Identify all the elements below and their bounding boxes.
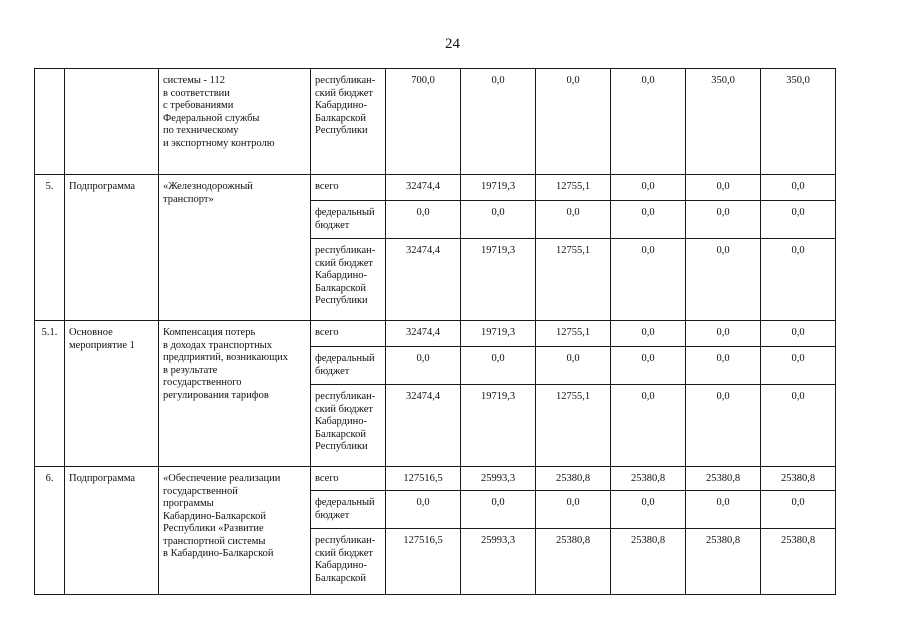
funding-source-cell: всего [311,175,386,201]
value-cell-year-1: 19719,3 [461,385,536,467]
value-cell-year-5: 0,0 [761,321,836,347]
value-cell-year-3: 0,0 [611,201,686,239]
value-cell-year-3: 0,0 [611,321,686,347]
value-cell-total: 0,0 [386,201,461,239]
value-cell-year-5: 0,0 [761,175,836,201]
value-cell-total: 32474,4 [386,321,461,347]
funding-source-cell: республикан- ский бюджет Кабардино- Балкарской Республики [311,69,386,175]
value-cell-year-1: 25993,3 [461,529,536,595]
value-cell-year-4: 25380,8 [686,529,761,595]
funding-source-cell: всего [311,321,386,347]
value-cell-year-1: 0,0 [461,201,536,239]
item-type-cell: Основное мероприятие 1 [65,321,159,467]
value-cell-year-5: 0,0 [761,239,836,321]
value-cell-total: 0,0 [386,491,461,529]
value-cell-year-3: 0,0 [611,69,686,175]
value-cell-year-2: 25380,8 [536,467,611,491]
value-cell-total: 32474,4 [386,385,461,467]
funding-source-cell: республикан- ский бюджет Кабардино- Балкарской [311,529,386,595]
value-cell-year-4: 0,0 [686,321,761,347]
table-row [35,69,836,175]
value-cell-year-1: 0,0 [461,69,536,175]
value-cell-year-1: 25993,3 [461,467,536,491]
description-cell: системы - 112 в соответствии с требованиями Федеральной службы по техническому и экспортному контролю [159,69,311,175]
value-cell-year-3: 25380,8 [611,467,686,491]
value-cell-year-2: 12755,1 [536,239,611,321]
value-cell-year-3: 25380,8 [611,529,686,595]
budget-table [34,68,836,595]
value-cell-year-1: 19719,3 [461,239,536,321]
value-cell-year-4: 350,0 [686,69,761,175]
table-row [35,321,836,347]
value-cell-year-2: 25380,8 [536,529,611,595]
value-cell-year-2: 12755,1 [536,321,611,347]
value-cell-total: 127516,5 [386,467,461,491]
description-cell: Компенсация потерь в доходах транспортных предприятий, возникающих в результате государственного регулирования тарифов [159,321,311,467]
value-cell-year-5: 350,0 [761,69,836,175]
value-cell-year-5: 0,0 [761,347,836,385]
row-index-cell [35,69,65,175]
row-index-cell: 5.1. [35,321,65,467]
funding-source-cell: федеральный бюджет [311,347,386,385]
value-cell-year-2: 0,0 [536,491,611,529]
value-cell-year-5: 0,0 [761,491,836,529]
description-cell: «Железнодорожный транспорт» [159,175,311,321]
value-cell-year-1: 19719,3 [461,321,536,347]
value-cell-year-4: 0,0 [686,491,761,529]
funding-source-cell: всего [311,467,386,491]
value-cell-year-2: 12755,1 [536,385,611,467]
item-type-cell [65,69,159,175]
page-number: 24 [445,36,460,52]
value-cell-year-4: 0,0 [686,347,761,385]
funding-source-cell: федеральный бюджет [311,491,386,529]
value-cell-year-4: 0,0 [686,239,761,321]
table-row [35,467,836,491]
table-row [35,175,836,201]
value-cell-year-4: 0,0 [686,385,761,467]
value-cell-total: 0,0 [386,347,461,385]
value-cell-year-3: 0,0 [611,385,686,467]
item-type-cell: Подпрограмма [65,175,159,321]
value-cell-total: 127516,5 [386,529,461,595]
description-cell: «Обеспечение реализации государственной программы Кабардино-Балкарской Республики «Развитие транспортной системы в Кабардино-Балкарской [159,467,311,595]
funding-source-cell: республикан- ский бюджет Кабардино- Балкарской Республики [311,385,386,467]
value-cell-total: 32474,4 [386,175,461,201]
row-index-cell: 5. [35,175,65,321]
funding-source-cell: республикан- ский бюджет Кабардино- Балкарской Республики [311,239,386,321]
value-cell-year-5: 0,0 [761,201,836,239]
value-cell-year-4: 0,0 [686,175,761,201]
value-cell-year-5: 0,0 [761,385,836,467]
value-cell-year-2: 0,0 [536,201,611,239]
value-cell-year-3: 0,0 [611,239,686,321]
value-cell-year-1: 0,0 [461,491,536,529]
value-cell-total: 32474,4 [386,239,461,321]
value-cell-year-5: 25380,8 [761,467,836,491]
value-cell-total: 700,0 [386,69,461,175]
value-cell-year-3: 0,0 [611,175,686,201]
value-cell-year-2: 0,0 [536,69,611,175]
funding-source-cell: федеральный бюджет [311,201,386,239]
value-cell-year-2: 0,0 [536,347,611,385]
row-index-cell: 6. [35,467,65,595]
item-type-cell: Подпрограмма [65,467,159,595]
value-cell-year-2: 12755,1 [536,175,611,201]
value-cell-year-5: 25380,8 [761,529,836,595]
value-cell-year-4: 0,0 [686,201,761,239]
value-cell-year-4: 25380,8 [686,467,761,491]
value-cell-year-1: 0,0 [461,347,536,385]
value-cell-year-3: 0,0 [611,347,686,385]
value-cell-year-3: 0,0 [611,491,686,529]
value-cell-year-1: 19719,3 [461,175,536,201]
